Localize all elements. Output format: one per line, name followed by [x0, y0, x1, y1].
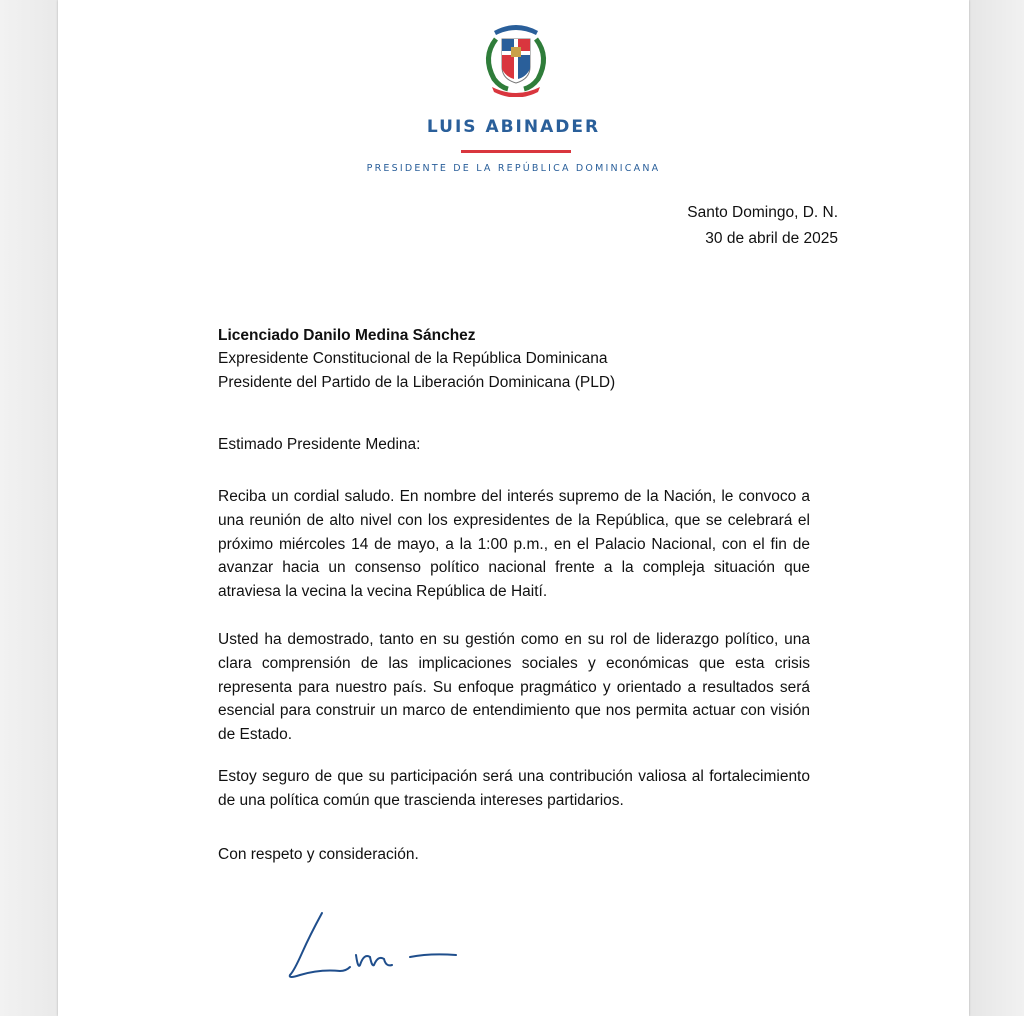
letter-date: 30 de abril de 2025 [705, 230, 838, 247]
recipient-title-2: Presidente del Partido de la Liberación Dominicana (PLD) [218, 374, 616, 391]
recipient-title-1: Expresidente Constitucional de la República Dominicana [218, 350, 608, 367]
letterhead-divider [461, 150, 571, 153]
body-paragraph-3: Estoy seguro de que su participación será una contribución valiosa al fortalecimiento de una política común que trascienda intereses partidarios. [218, 768, 810, 809]
left-background-strip [0, 0, 58, 1016]
right-background-strip [969, 0, 1024, 1016]
salutation: Estimado Presidente Medina: [218, 436, 421, 453]
letter-page [58, 0, 969, 1016]
letterhead-name: LUIS ABINADER [426, 117, 601, 137]
letterhead-title: PRESIDENTE DE LA REPÚBLICA DOMINICANA [366, 163, 661, 174]
coat-of-arms-seal [476, 17, 556, 97]
body-paragraph-2: Usted ha demostrado, tanto en su gestión como en su rol de liderazgo político, una clara comprensión de las implicaciones sociales y económicas que esta crisis representa para nuestro país. Su enfoque pragmático y orientado a resultados será esencial para construir un marco de entendimiento que nos permita actuar con visión de Estado. [218, 631, 810, 744]
signature [280, 905, 460, 985]
closing-line: Con respeto y consideración. [218, 846, 419, 863]
body-paragraph-1: Reciba un cordial saludo. En nombre del interés supremo de la Nación, le convoco a una reunión de alto nivel con los expresidentes de la República, que se celebrará el próximo miércoles 14 de mayo, a la 1:00 p.m., en el Palacio Nacional, con el fin de avanzar hacia un consenso político nacional frente a la compleja situación que atraviesa la vecina la vecina República de Haití. [218, 488, 810, 601]
recipient-name: Licenciado Danilo Medina Sánchez [218, 327, 476, 344]
letter-place: Santo Domingo, D. N. [687, 204, 838, 221]
